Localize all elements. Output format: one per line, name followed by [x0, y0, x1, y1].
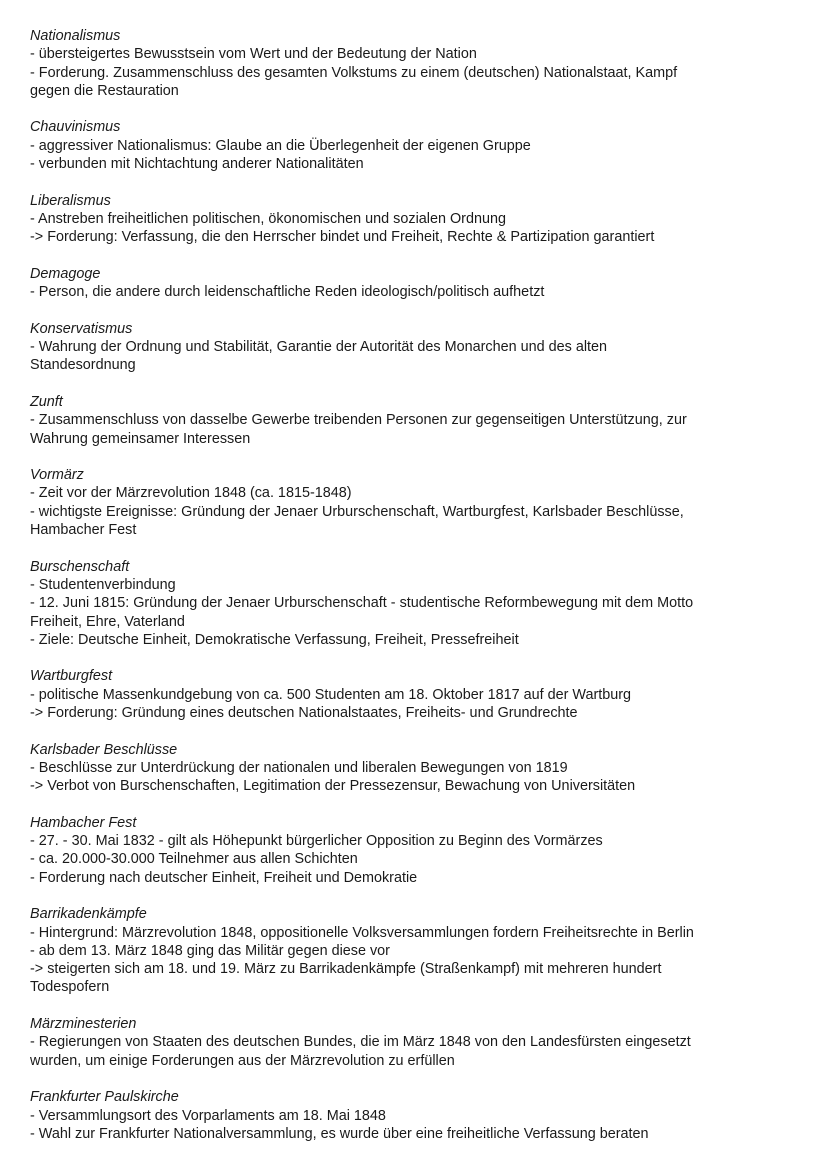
- term-line: wurden, um einige Forderungen aus der Märzrevolution zu erfüllen: [30, 1052, 455, 1069]
- term-title: Märzminesterien: [30, 1016, 137, 1033]
- term-line: - politische Massenkundgebung von ca. 500 Studenten am 18. Oktober 1817 auf der Wartburg: [30, 686, 632, 703]
- term-title: Liberalismus: [30, 192, 111, 209]
- term-demagoge: [30, 265, 810, 302]
- term-liberalismus: [30, 192, 810, 247]
- term-line: - Studentenverbindung: [30, 576, 176, 593]
- term-line: Standesordnung: [30, 357, 136, 374]
- term-line: - Beschlüsse zur Unterdrückung der nationalen und liberalen Bewegungen von 1819: [30, 759, 568, 776]
- term-barrikadenkaempfe: [30, 905, 810, 996]
- term-title: Karlsbader Beschlüsse: [30, 741, 178, 758]
- term-line: - übersteigertes Bewusstsein vom Wert und der Bedeutung der Nation: [30, 46, 477, 63]
- term-line: - Wahl zur Frankfurter Nationalversammlung, es wurde über eine freiheitliche Verfassung beraten: [30, 1125, 649, 1142]
- term-wartburgfest: [30, 667, 810, 722]
- term-line: - Zeit vor der Märzrevolution 1848 (ca. 1815-1848): [30, 485, 352, 502]
- term-line: - 27. - 30. Mai 1832 - gilt als Höhepunkt bürgerlicher Opposition zu Beginn des Vormärzes: [30, 833, 603, 850]
- term-title: Zunft: [30, 393, 63, 410]
- term-line: - Zusammenschluss von dasselbe Gewerbe treibenden Personen zur gegenseitigen Unterstützung, zur: [30, 412, 687, 429]
- term-line: - Regierungen von Staaten des deutschen Bundes, die im März 1848 von den Landesfürsten eingesetzt: [30, 1034, 691, 1051]
- term-line: - Versammlungsort des Vorparlaments am 18. Mai 1848: [30, 1107, 386, 1124]
- term-karlsbader-beschluesse: [30, 741, 810, 796]
- term-title: Chauvinismus: [30, 119, 121, 136]
- term-line: -> Forderung: Verfassung, die den Herrscher bindet und Freiheit, Rechte & Partizipation garantiert: [30, 229, 655, 246]
- term-maerzminesterien: [30, 1015, 810, 1070]
- term-line: Freiheit, Ehre, Vaterland: [30, 613, 185, 630]
- term-title: Vormärz: [30, 467, 84, 484]
- term-konservatismus: [30, 320, 810, 375]
- term-title: Konservatismus: [30, 320, 133, 337]
- term-zunft: [30, 393, 810, 448]
- term-title: Wartburgfest: [30, 668, 113, 685]
- term-chauvinismus: [30, 118, 810, 173]
- term-line: - 12. Juni 1815: Gründung der Jenaer Urburschenschaft - studentische Reformbewegung mit dem Motto: [30, 595, 694, 612]
- term-line: - wichtigste Ereignisse: Gründung der Jenaer Urburschenschaft, Wartburgfest, Karlsbader Beschlüsse,: [30, 503, 684, 520]
- term-line: Todespofern: [30, 979, 110, 996]
- document-page: [30, 27, 810, 1161]
- term-line: - Hintergrund: Märzrevolution 1848, oppositionelle Volksversammlungen fordern Freiheitsrechte in Berlin: [30, 924, 694, 941]
- term-line: - Ziele: Deutsche Einheit, Demokratische Verfassung, Freiheit, Pressefreiheit: [30, 631, 519, 648]
- term-title: Nationalismus: [30, 28, 121, 44]
- term-line: - ca. 20.000-30.000 Teilnehmer aus allen Schichten: [30, 851, 358, 868]
- term-line: - verbunden mit Nichtachtung anderer Nationalitäten: [30, 156, 364, 173]
- term-line: - Wahrung der Ordnung und Stabilität, Garantie der Autorität des Monarchen und des alten: [30, 339, 608, 356]
- term-line: Wahrung gemeinsamer Interessen: [30, 430, 251, 447]
- term-line: - ab dem 13. März 1848 ging das Militär gegen diese vor: [30, 942, 390, 959]
- term-line: gegen die Restauration: [30, 82, 179, 99]
- term-line: - Forderung. Zusammenschluss des gesamten Volkstums zu einem (deutschen) Nationalstaat, Kampf: [30, 64, 678, 81]
- term-hambacher-fest: [30, 814, 810, 887]
- term-title: Burschenschaft: [30, 558, 130, 575]
- term-title: Barrikadenkämpfe: [30, 906, 147, 923]
- term-line: -> Verbot von Burschenschaften, Legitimation der Pressezensur, Bewachung von Universitäten: [30, 778, 636, 795]
- term-vormaerz: [30, 466, 810, 539]
- term-title: Hambacher Fest: [30, 814, 137, 831]
- term-line: -> Forderung: Gründung eines deutschen Nationalstaates, Freiheits- und Grundrechte: [30, 704, 578, 721]
- term-frankfurter-paulskirche: [30, 1088, 810, 1143]
- term-burschenschaft: [30, 558, 810, 649]
- term-line: - aggressiver Nationalismus: Glaube an die Überlegenheit der eigenen Gruppe: [30, 137, 531, 154]
- term-line: -> steigerten sich am 18. und 19. März zu Barrikadenkämpfe (Straßenkampf) mit mehreren hundert: [30, 961, 662, 978]
- term-title: Frankfurter Paulskirche: [30, 1089, 179, 1106]
- term-line: - Person, die andere durch leidenschaftliche Reden ideologisch/politisch aufhetzt: [30, 284, 545, 301]
- term-line: - Anstreben freiheitlichen politischen, ökonomischen und sozialen Ordnung: [30, 210, 506, 227]
- term-line: - Forderung nach deutscher Einheit, Freiheit und Demokratie: [30, 869, 418, 886]
- term-line: Hambacher Fest: [30, 522, 137, 539]
- term-title: Demagoge: [30, 265, 101, 282]
- term-nationalismus: [30, 27, 810, 100]
